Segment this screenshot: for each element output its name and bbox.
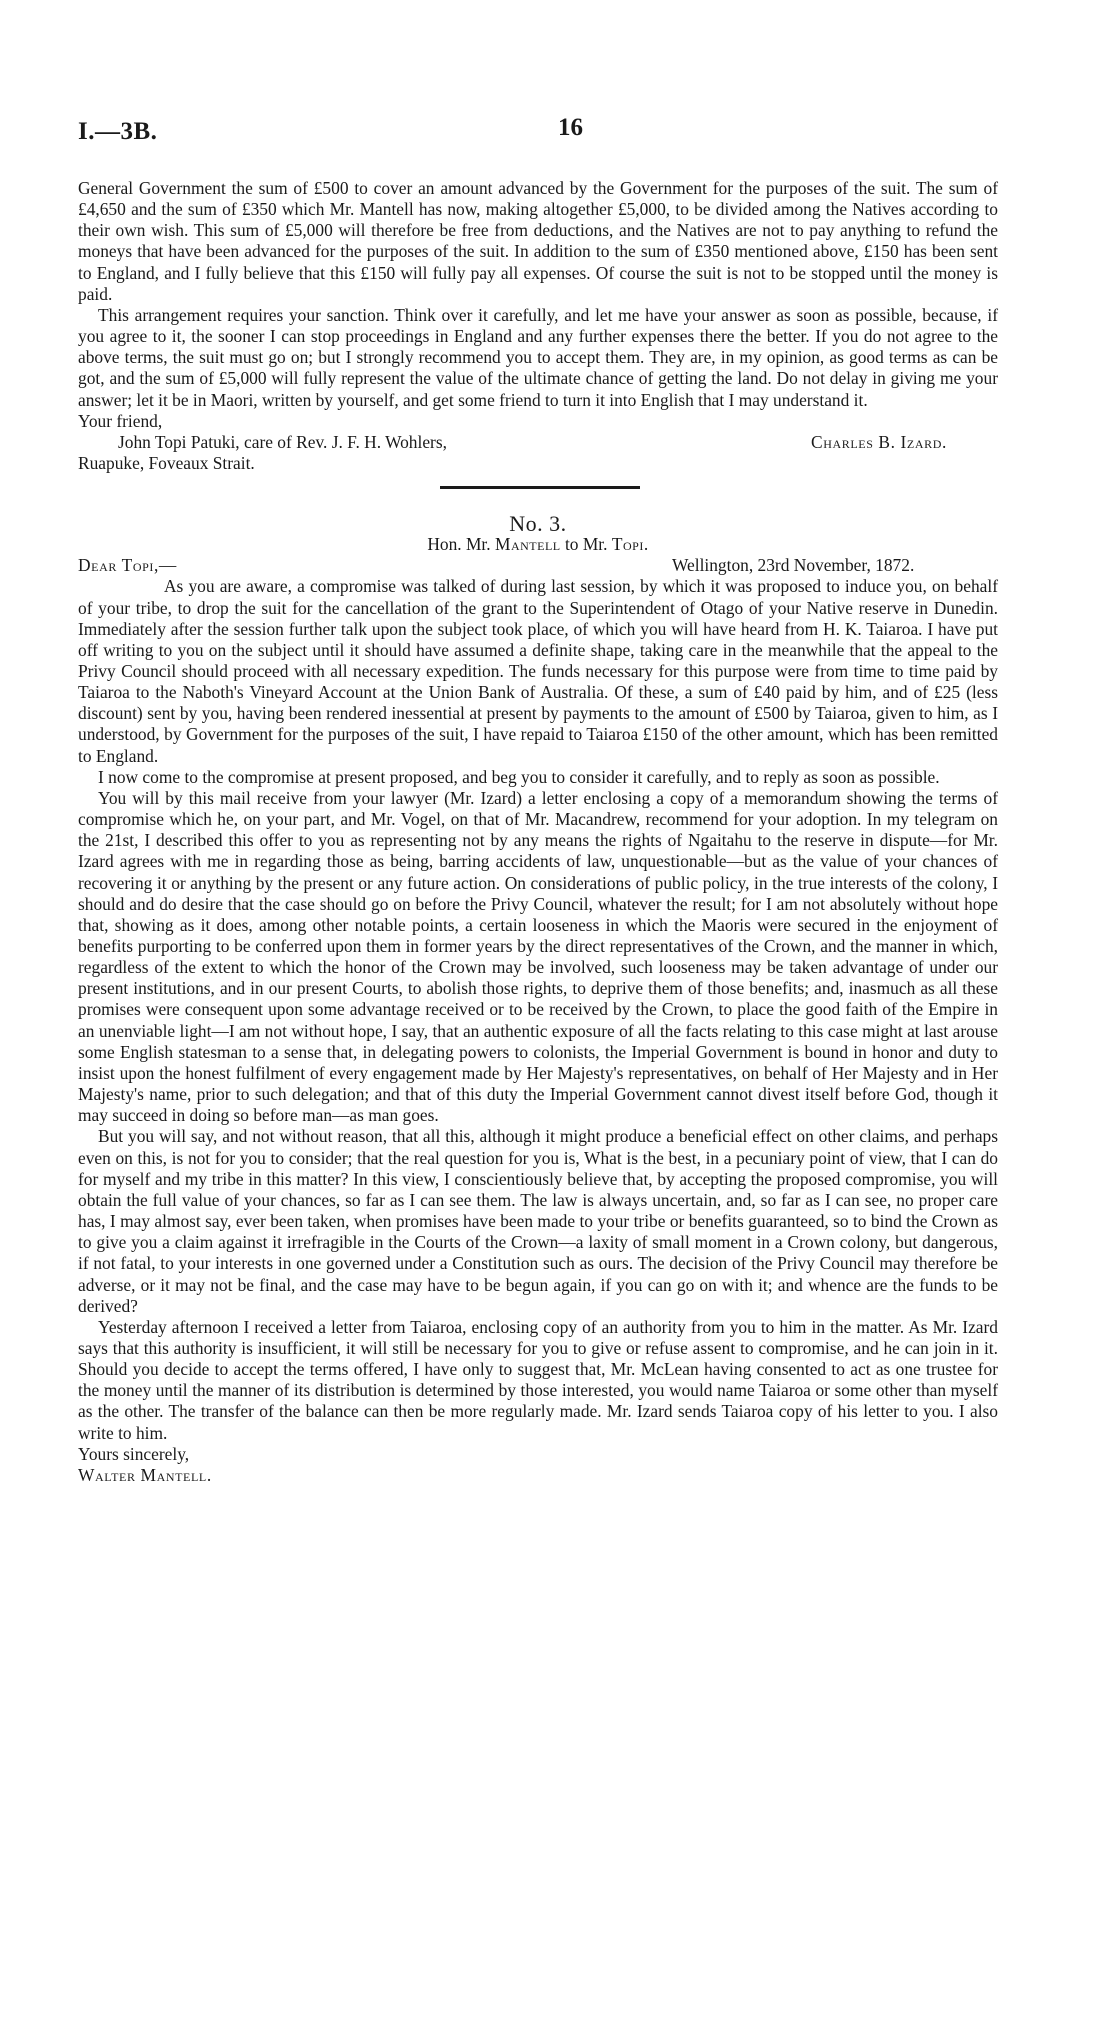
page-header xyxy=(78,114,998,158)
izard-signature: Charles B. Izard. xyxy=(811,431,947,452)
recipient-address-line-2: Ruapuke, Foveaux Strait. xyxy=(78,452,255,473)
mantell-paragraph-1: As you are aware, a compromise was talked of during last session, by which it was proposed to induce you, on behalf of your tribe, to drop the suit for the cancellation of the grant to the Superintendent of Otago of your Native reserve in Dunedin. Immediately after the session further talk upon the subject took place, of which you will have heard from H. K. Taiaroa. I have put off writing to you on the subject until it should have assumed a definite shape, taking care in the meanwhile that the appeal to the Privy Council should proceed with all necessary expedition. The funds necessary for this purpose were from time to time paid by Taiaroa to the Naboth's Vineyard Account at the Union Bank of Australia. Of these, a sum of £40 paid by him, and of £25 (less discount) sent by you, having been rendered inessential at present by payments to the amount of £500 by Taiaroa, given to him, as I understood, by Government for the purposes of the suit, I have repaid to Taiaroa £150 of the other amount, which has been remitted to England. xyxy=(78,576,998,766)
document-body xyxy=(78,178,998,1486)
subtitle-recipient: Topi. xyxy=(611,534,649,555)
dateline: Wellington, 23rd November, 1872. xyxy=(672,555,915,576)
recipient-address-line-1: John Topi Patuki, care of Rev. J. F. H. Wohlers, xyxy=(118,431,447,452)
mantell-paragraph-2: I now come to the compromise at present proposed, and beg you to consider it carefully, and to reply as soon as possible. xyxy=(98,766,940,787)
letter-number: No. 3. xyxy=(509,511,567,537)
mantell-paragraph-5: Yesterday afternoon I received a letter from Taiaroa, enclosing copy of an authority from you to him in the matter. As Mr. Izard says that this authority is insufficient, it will still be necessary for you to give or refuse assent to compromise, and he can join in it. Should you decide to accept the terms offered, I have only to suggest that, Mr. McLean having consented to act as one trustee for the money until the manner of its distribution is determined by those interested, you would name Taiaroa or some other than myself as the other. The transfer of the balance can then be more regularly made. Mr. Izard sends Taiaroa copy of his letter to you. I also write to him. xyxy=(78,1316,998,1443)
mantell-closing: Yours sincerely, xyxy=(78,1443,190,1464)
subtitle-sender: Mantell xyxy=(494,534,561,555)
mantell-paragraph-3: You will by this mail receive from your lawyer (Mr. Izard) a letter enclosing a copy of a memorandum showing the terms of compromise which he, on your part, and Mr. Vogel, on that of Mr. Macandrew, recommend for your adoption. In my telegram on the 21st, I described this offer to you as representing not by any means the rights of Ngaitahu to the reserve in dispute—for Mr. Izard agrees with me in regarding those as being, barring accidents of law, unquestionable—but as the value of your chances of recovering it or anything by the present or any future action. On considerations of public policy, in the true interests of the colony, I should and do desire that the case should go on before the Privy Council, whatever the result; for I am not absolutely without hope that, showing as it does, among other notable points, a certain looseness in which the Maoris were secured in the enjoyment of benefits purporting to be conferred upon them in former years by the direct representatives of the Crown, and the manner in which, regardless of the extent to which the honor of the Crown may be involved, such looseness may be taken advantage of under our present institutions, and in our present Courts, to abolish those rights, to deprive them of those benefits; and, inasmuch as all these promises were consequent upon some advantage received or to be received by the Crown, to place the good faith of the Empire in an unenviable light—I am not without hope, I say, that an authentic exposure of all the facts relating to this case might at last arouse some English statesman to a sense that, in delegating powers to colonists, the Imperial Government is bound in honor and duty to insist upon the honest fulfilment of every engagement made by Her Majesty's representatives, on behalf of Her Majesty and in Her Majesty's name, prior to such delegation; and that of this duty the Imperial Government cannot divest itself before God, though it may succeed in doing so before man—as man goes. xyxy=(78,787,998,1126)
mantell-paragraph-4: But you will say, and not without reason, that all this, although it might produce a beneficial effect on other claims, and perhaps even on this, is not for you to consider; that the real question for you is, What is the best, in a pecuniary point of view, that I can do for myself and my tribe in this matter? In this view, I conscientiously believe that, by accepting the proposed compromise, you will obtain the full value of your chances, so far as I can see them. The law is always uncertain, and, so far as I can see, no proper care has, I may almost say, ever been taken, when promises have been made to your tribe or benefits guaranteed, so to bind the Crown as to give you a claim against it irrefragible in the Courts of the Crown—a laxity of small moment in a Crown colony, but dangerous, if not fatal, to your interests in one governed under a Constitution such as ours. The decision of the Privy Council may therefore be adverse, or it may not be final, and the case may have to be begun again, if you can go on with it; and whence are the funds to be derived? xyxy=(78,1126,998,1316)
salutation-line xyxy=(78,555,998,576)
subtitle-middle: to Mr. xyxy=(564,534,608,555)
mantell-signature: Walter Mantell. xyxy=(78,1464,212,1485)
section-divider xyxy=(440,486,640,489)
letter-subtitle xyxy=(78,534,998,555)
salutation: Dear Topi,— xyxy=(78,555,177,576)
izard-paragraph-1: General Government the sum of £500 to cover an amount advanced by the Government for the purposes of the suit. The sum of £4,650 and the sum of £350 which Mr. Mantell has now, making altogether £5,000, to be divided among the Natives according to their own wish. This sum of £5,000 will therefore be free from deductions, and the Natives are not to pay anything to refund the moneys that have been advanced for the purposes of the suit. In addition to the sum of £350 mentioned above, £150 has been sent to England, and I fully believe that this £150 will fully pay all expenses. Of course the suit is not to be stopped until the money is paid. xyxy=(78,178,998,304)
subtitle-prefix: Hon. Mr. xyxy=(427,534,491,555)
document-reference: I.—3B. xyxy=(78,118,158,145)
izard-paragraph-2: This arrangement requires your sanction. Think over it carefully, and let me have your answer as soon as possible, because, if you agree to it, the sooner I can stop proceedings in England and any further expenses there the better. If you do not agree to the above terms, the suit must go on; but I strongly recommend you to accept them. They are, in my opinion, as good terms as can be got, and the sum of £5,000 will fully represent the value of the ultimate chance of getting the land. Do not delay in giving me your answer; let it be in Maori, written by yourself, and get some friend to turn it into English that I may understand it. xyxy=(78,304,998,410)
izard-signature-line xyxy=(78,432,998,453)
page-number: 16 xyxy=(558,114,583,141)
izard-closing: Your friend, xyxy=(78,410,163,431)
